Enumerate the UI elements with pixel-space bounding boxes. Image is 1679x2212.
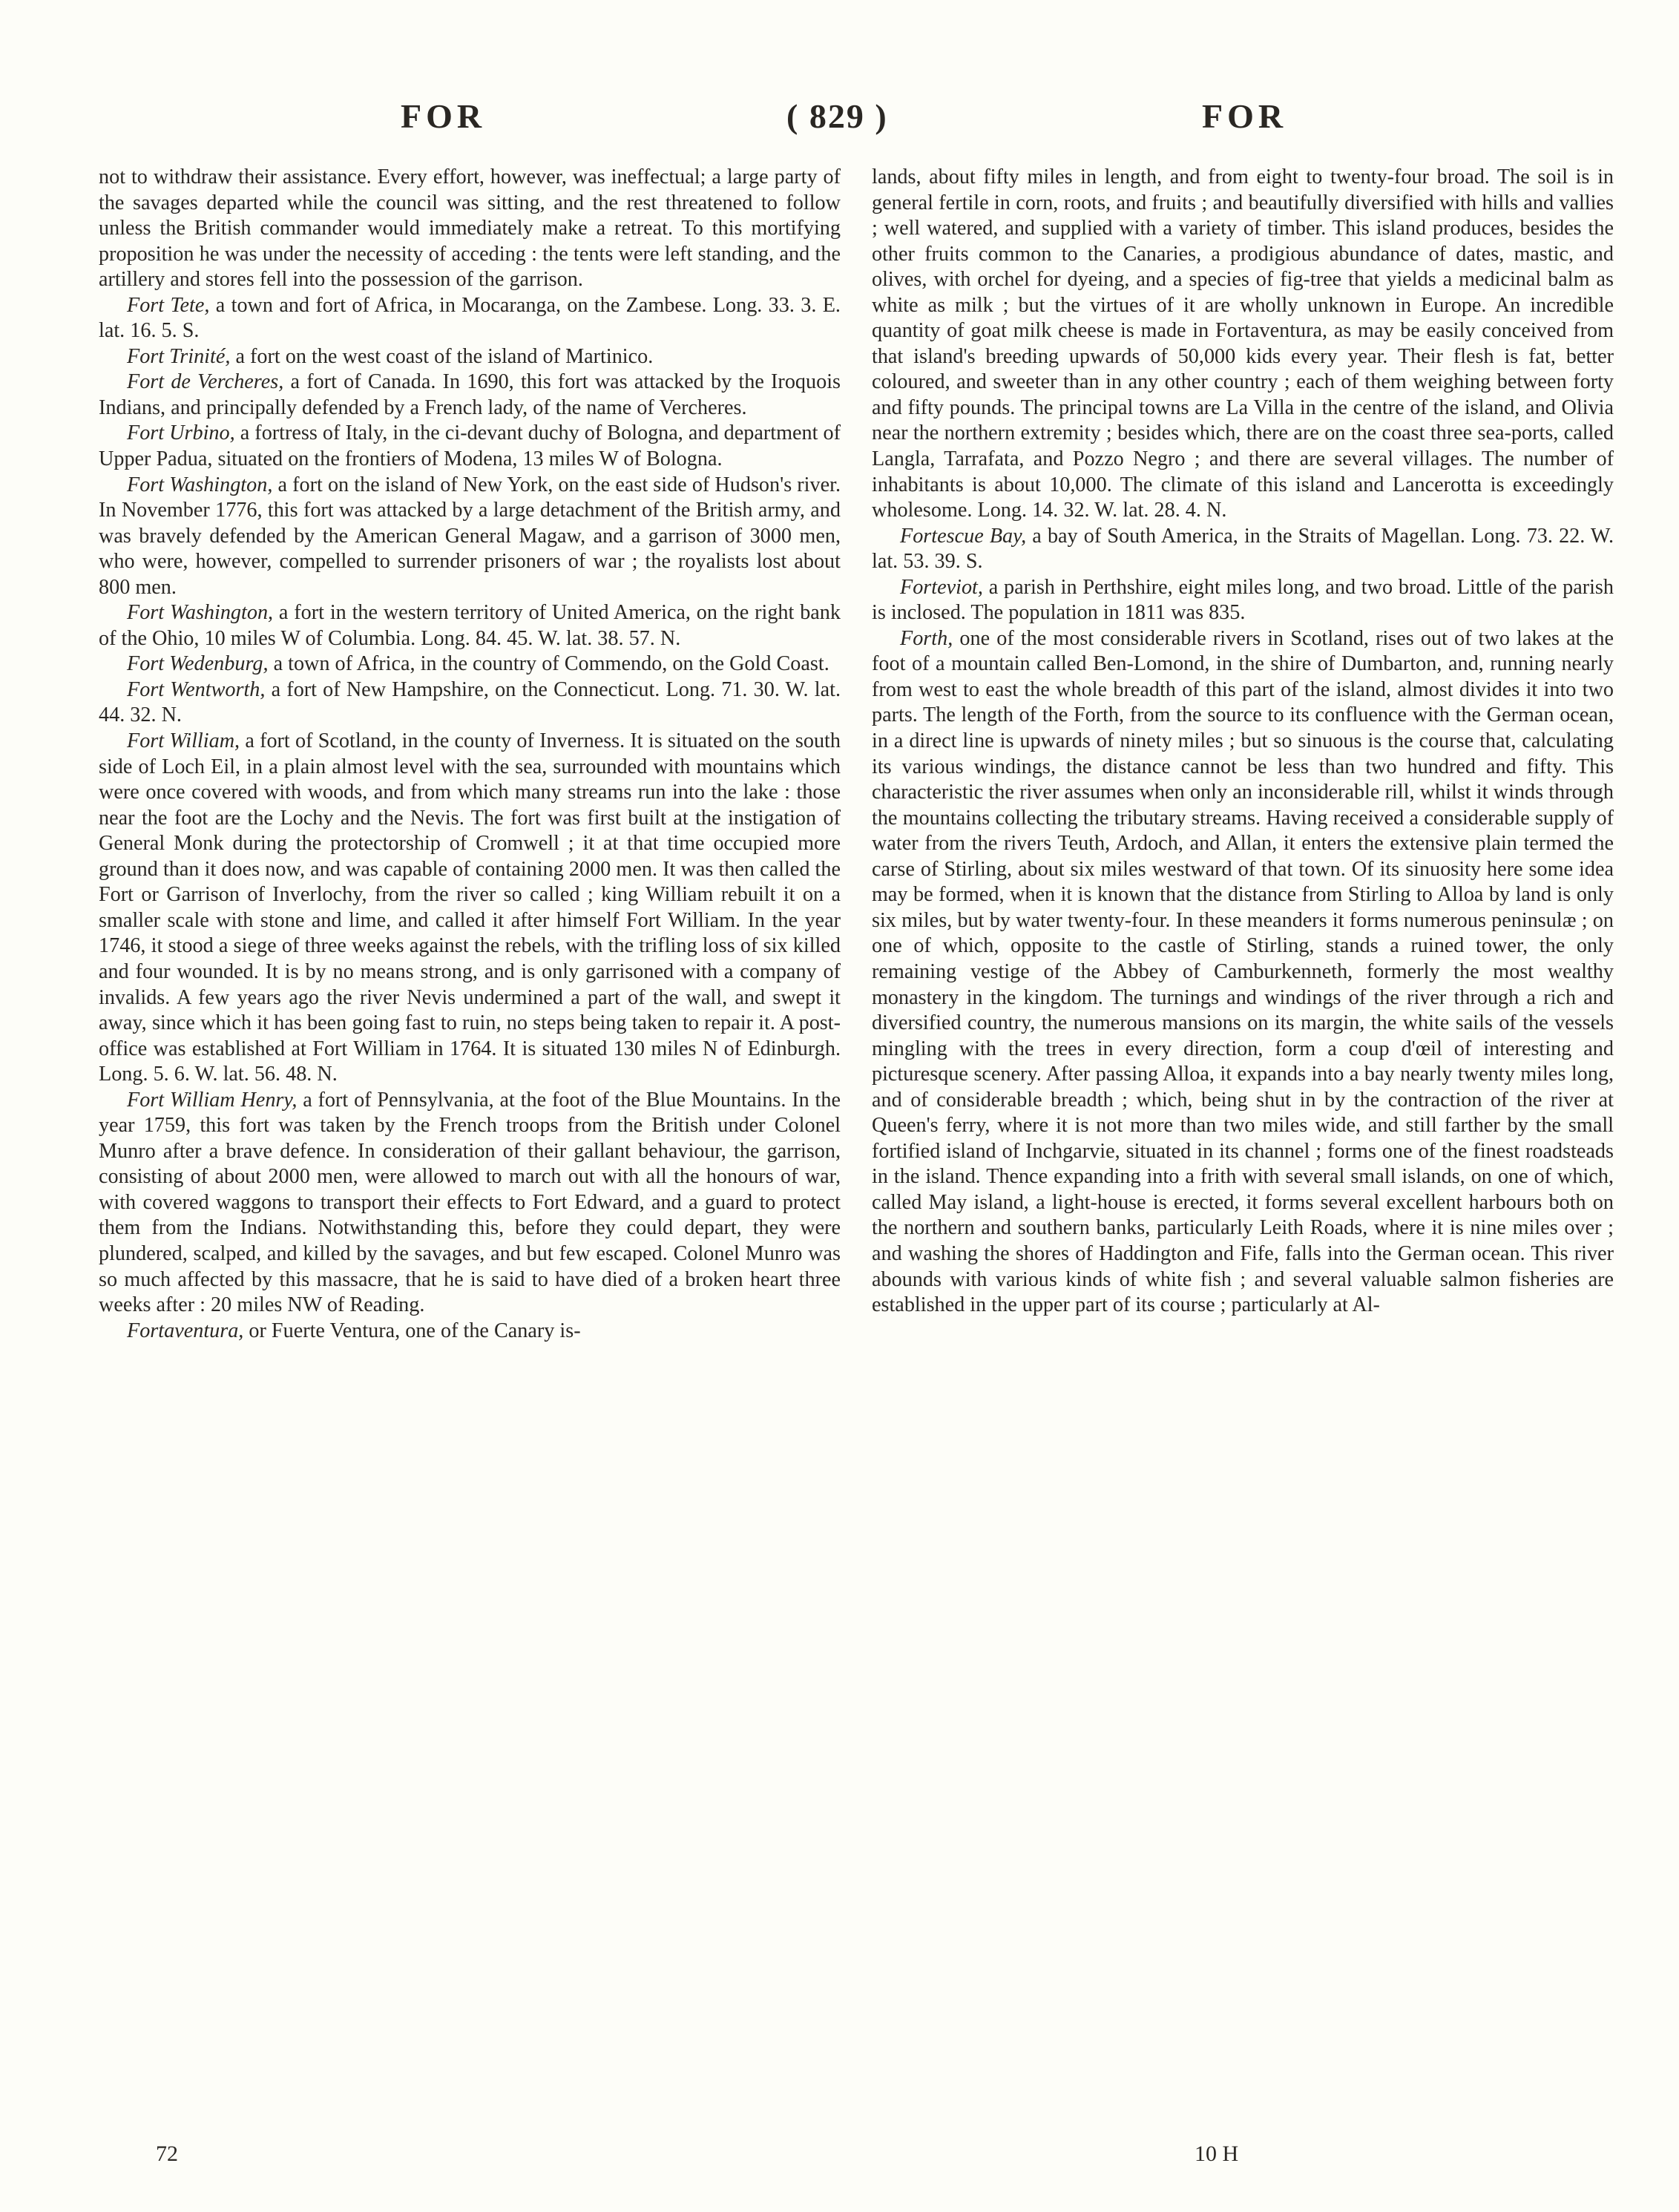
- entry-headword: Fort de Vercheres,: [127, 370, 284, 394]
- entry-text: a fort on the island of New York, on the east side of Hudson's river. In November 1776, this fort was attacked by a large detachment of the British army, and was bravely defended by the American General Magaw, and a garrison of 3000 men, who were, however, compelled to surrender prisoners of war ; the royalists lost about 800 men.: [99, 473, 841, 599]
- entry-text: a fort of Pennsylvania, at the foot of the Blue Mountains. In the year 1759, this fort was taken by the French troops from the British under Colonel Munro after a brave defence. In consideration of their gallant behaviour, the garrison, consisting of about 2000 men, were allowed to march out with all the honours of war, with covered waggons to transport their effects to Fort Edward, and a guard to protect them from the Indians. Notwithstanding this, before they could depart, they were plundered, scalped, and killed by the savages, and but few escaped. Colonel Munro was so much affected by this massacre, that he is said to have died of a broken heart three weeks after : 20 miles NW of Reading.: [99, 1088, 841, 1317]
- entry-headword: Fort Washington,: [127, 473, 273, 496]
- entry-text: lands, about fifty miles in length, and from eight to twenty-four broad. The soil is in general fertile in corn, roots, and fruits ; and beautifully diversified with hills and vallies ; well watered, and supplied with a variety of timber. This island produces, besides the other fruits common to the Canaries, a prodigious abundance of dates, mastic, and olives, with orchel for dyeing, and a species of fig-tree that yields a medicinal balm as white as milk ; but the virtues of it are wholly unknown in Europe. An incredible quantity of goat milk cheese is made in Fortaventura, as may be easily conceived from that island's breeding upwards of 50,000 kids every year. Their flesh is fat, better coloured, and sweeter than in any other country ; each of them weighing between forty and fifty pounds. The principal towns are La Villa in the centre of the island, and Olivia near the northern extremity ; besides which, there are on the coast three sea-ports, called Langla, Tarrafata, and Pozzo Negro ; and there are several villages. The number of inhabitants is about 10,000. The climate of this island and Lancerotta is exceedingly wholesome. Long. 14. 32. W. lat. 28. 4. N.: [872, 165, 1614, 522]
- entry-paragraph: [99, 473, 841, 601]
- entry-text: a fort on the west coast of the island of Martinico.: [230, 344, 654, 368]
- running-head: [0, 96, 1679, 141]
- entry-text: a fort of Scotland, in the county of Inverness. It is situated on the south side of Loch Eil, in a plain almost level with the sea, surrounded with mountains which were once covered with woods, and from which many streams run into the lake : those near the foot are the Lochy and the Nevis. The fort was first built at the instigation of General Monk during the protectorship of Cromwell ; it at that time occupied more ground than it does now, and was capable of containing 2000 men. It was then called the Fort or Garrison of Inverlochy, from the river so called ; king William rebuilt it on a smaller scale with stone and lime, and called it after himself Fort William. In the year 1746, it stood a siege of three weeks against the rebels, with the trifling loss of six killed and four wounded. It is by no means strong, and is only garrisoned with a company of invalids. A few years ago the river Nevis undermined a part of the wall, and swept it away, since which it has been going fast to ruin, no steps being taken to repair it. A post-office was established at Fort William in 1764. It is situated 130 miles N of Edinburgh. Long. 5. 6. W. lat. 56. 48. N.: [99, 729, 841, 1086]
- signature-mark-left: 72: [156, 2142, 178, 2166]
- entry-headword: Fort Trinité,: [127, 344, 231, 368]
- entry-text: a fortress of Italy, in the ci-devant duchy of Bologna, and department of Upper Padua, situated on the frontiers of Modena, 13 miles W of Bologna.: [99, 421, 841, 471]
- running-head-right: FOR: [1202, 97, 1288, 135]
- page-number: ( 829 ): [786, 97, 888, 135]
- entry-headword: Fort Washington,: [127, 601, 274, 625]
- entry-paragraph: [99, 344, 841, 370]
- entry-paragraph: [99, 165, 841, 293]
- right-column: [872, 165, 1614, 1319]
- entry-paragraph: [872, 165, 1614, 524]
- entry-headword: Fort Urbino,: [127, 421, 235, 445]
- entry-text: or Fuerte Ventura, one of the Canary is-: [243, 1319, 581, 1342]
- entry-paragraph: [99, 1088, 841, 1319]
- entry-headword: Fort Tete,: [127, 293, 210, 317]
- entry-text: a fort of New Hampshire, on the Connecticut. Long. 71. 30. W. lat. 44. 32. N.: [99, 677, 841, 727]
- signature-mark-right: 10 H: [1195, 2142, 1239, 2166]
- entry-paragraph: [99, 600, 841, 652]
- entry-headword: Fortescue Bay,: [900, 524, 1027, 548]
- entry-text: a town and fort of Africa, in Mocaranga, on the Zambese. Long. 33. 3. E. lat. 16. 5. S.: [99, 293, 841, 343]
- running-head-left: FOR: [401, 97, 487, 135]
- entry-text: a bay of South America, in the Straits of Magellan. Long. 73. 22. W. lat. 53. 39. S.: [872, 524, 1614, 574]
- entry-paragraph: [872, 575, 1614, 626]
- entry-text: a fort of Canada. In 1690, this fort was attacked by the Iroquois Indians, and principally defended by a French lady, of the name of Vercheres.: [99, 370, 841, 419]
- entry-headword: Fort William Henry,: [127, 1088, 298, 1112]
- entry-paragraph: [99, 677, 841, 729]
- entry-paragraph: [99, 652, 841, 677]
- entry-text: a parish in Perthshire, eight miles long, and two broad. Little of the parish is inclosed. The population in 1811 was 835.: [872, 575, 1614, 625]
- entry-paragraph: [99, 370, 841, 421]
- entry-paragraph: [872, 524, 1614, 575]
- entry-headword: Forteviot,: [900, 575, 983, 599]
- entry-text: a fort in the western territory of United America, on the right bank of the Ohio, 10 miles W of Columbia. Long. 84. 45. W. lat. 38. 57. N.: [99, 601, 841, 650]
- entry-headword: Fort William,: [127, 729, 240, 753]
- entry-paragraph: [99, 293, 841, 344]
- entry-headword: Fort Wedenburg,: [127, 652, 269, 676]
- entry-text: a town of Africa, in the country of Commendo, on the Gold Coast.: [268, 652, 829, 676]
- left-column: [99, 165, 841, 1344]
- entry-paragraph: [99, 421, 841, 472]
- entry-paragraph: [99, 729, 841, 1088]
- entry-text: not to withdraw their assistance. Every effort, however, was ineffectual; a large party of the savages departed while the council was sitting, and the rest threatened to follow unless the British commander would immediately make a retreat. To this mortifying proposition he was under the necessity of acceding : the tents were left standing, and the artillery and stores fell into the possession of the garrison.: [99, 165, 841, 292]
- entry-headword: Forth,: [900, 626, 953, 650]
- entry-text: one of the most considerable rivers in Scotland, rises out of two lakes at the foot of a mountain called Ben-Lomond, in the shire of Dumbarton, and, running nearly from west to east the whole breadth of this part of the island, almost divides it into two parts. The length of the Forth, from the source to its confluence with the German ocean, in a direct line is upwards of ninety miles ; but so sinuous is the course that, calculating its various windings, the distance cannot be less than two hundred and fifty. This characteristic the river assumes when only an inconsiderable rill, whilst it winds through the mountains collecting the tributary streams. Having received a considerable supply of water from the rivers Teuth, Ardoch, and Allan, it enters the extensive plain termed the carse of Stirling, about six miles westward of that town. Of its sinuosity here some idea may be formed, when it is known that the distance from Stirling to Alloa by land is only six miles, but by water twenty-four. In these meanders it forms numerous peninsulæ ; on one of which, opposite to the castle of Stirling, stands a ruined tower, the only remaining vestige of the Abbey of Camburkenneth, formerly the most wealthy monastery in the kingdom. The turnings and windings of the river through a rich and diversified country, the numerous mansions on its margin, the white sails of the vessels mingling with the trees in every direction, form a coup d'œil of interesting and picturesque scenery. After passing Alloa, it expands into a bay nearly twenty miles long, and of considerable breadth ; which, being shut in by the contraction of the river at Queen's ferry, where it is not more than two miles wide, and still farther by the small fortified island of Inchgarvie, situated in its channel ; forms one of the finest roadsteads in the island. Thence expanding into a frith with several small islands, on one of which, called May island, a light-house is erected, it forms several excellent harbours both on the northern and southern banks, particularly Leith Roads, where it is nine miles over ; and washing the shores of Haddington and Fife, falls into the German ocean. This river abounds with various kinds of white fish ; and several valuable salmon fisheries are established in the upper part of its course ; particularly at Al-: [872, 626, 1614, 1317]
- entry-paragraph: [872, 626, 1614, 1319]
- entry-headword: Fort Wentworth,: [127, 677, 266, 701]
- entry-headword: Fortaventura,: [127, 1319, 244, 1342]
- entry-paragraph: [99, 1319, 841, 1345]
